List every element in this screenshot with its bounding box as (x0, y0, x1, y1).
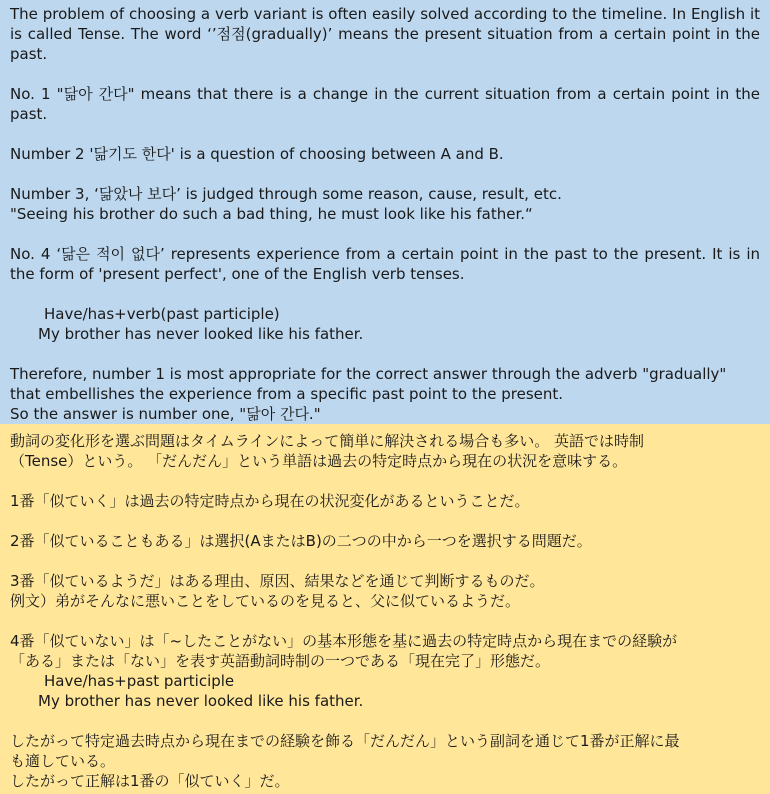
japanese-intro-line-1: 動詞の変化形を選ぶ問題はタイムラインによって簡単に解決される場合も多い。 英語では時制 (10, 432, 645, 450)
english-item-4: No. 4 ‘닮은 적이 없다’ represents experience from a certain point in the past to the present. It is in the form of 'present perfect', one of the English verb tenses. (10, 245, 760, 283)
english-item-2: Number 2 '닮기도 한다' is a question of choosing between A and B. (10, 145, 504, 163)
english-item-3-line-1: Number 3, ‘닮았나 보다’ is judged through some reason, cause, result, etc. (10, 185, 562, 203)
japanese-answer-line: したがって正解は1番の「似ていく」だ。 (10, 772, 290, 790)
english-conclusion-line-2: that embellishes the experience from a specific past point to the present. (10, 385, 564, 403)
japanese-explanation-panel (0, 424, 770, 794)
japanese-conclusion-line-2: も適している。 (10, 752, 116, 770)
japanese-item-4-line-2: 「ある」または「ない」を表す英語動詞時制の一つである「現在完了」形態だ。 (10, 652, 551, 670)
japanese-conclusion-line-1: したがって特定過去時点から現在までの経験を飾る「だんだん」という副詞を通じて1番が正解に最 (10, 732, 680, 750)
japanese-item-3-example: 例文）弟がそんなに悪いことをしているのを見ると、父に似ているようだ。 (10, 592, 521, 610)
english-answer-line: So the answer is number one, "닮아 간다." (10, 405, 321, 423)
english-formula: Have/has+verb(past participle) (44, 305, 280, 323)
english-example-sentence: My brother has never looked like his father. (38, 325, 364, 343)
japanese-formula: Have/has+past participle (44, 672, 235, 690)
japanese-item-1: 1番「似ていく」は過去の特定時点から現在の状況変化があるということだ。 (10, 492, 530, 510)
japanese-example-sentence: My brother has never looked like his father. (38, 692, 364, 710)
english-item-1: No. 1 "닮아 간다" means that there is a change in the current situation from a certain point in the past. (10, 85, 760, 123)
japanese-item-4-line-1: 4番「似ていない」は「~したことがない」の基本形態を基に過去の特定時点から現在までの経験が (10, 632, 678, 650)
english-intro-paragraph: The problem of choosing a verb variant is often easily solved according to the timeline. In English it is called Tense. The word ‘’점점(gradually)’ means the present situation from a certain point in the past. (10, 5, 760, 63)
japanese-item-2: 2番「似ていることもある」は選択(AまたはB)の二つの中から一つを選択する問題だ。 (10, 532, 592, 550)
japanese-item-3-line-1: 3番「似ているようだ」はある理由、原因、結果などを通じて判断するものだ。 (10, 572, 545, 590)
english-conclusion-line-1: Therefore, number 1 is most appropriate for the correct answer through the adverb "gradually" (10, 365, 727, 383)
japanese-intro-line-2: （Tense）という。 「だんだん」という単語は過去の特定時点から現在の状況を意味する。 (10, 452, 628, 470)
english-item-3-example: "Seeing his brother do such a bad thing, he must look like his father.“ (10, 205, 533, 223)
